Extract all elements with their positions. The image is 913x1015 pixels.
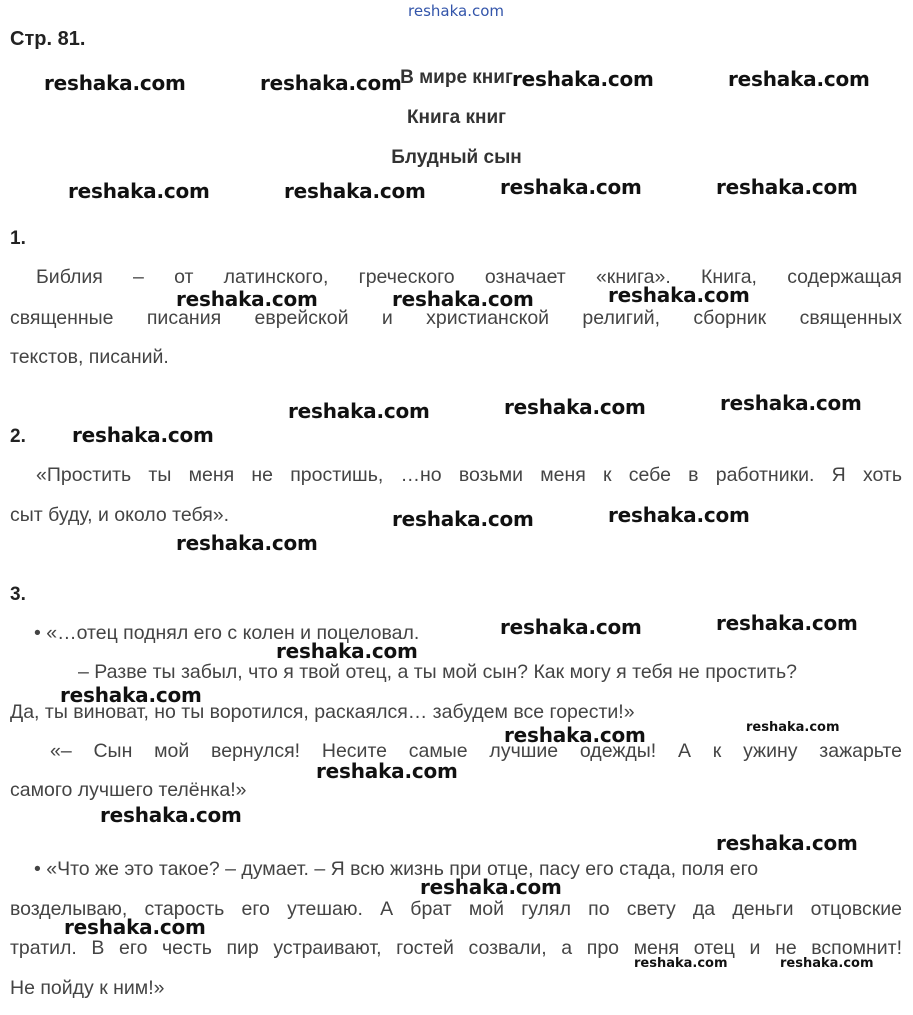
task3-bullet1-line-4: «– Сын мой вернулся! Несите самые лучшие одежды! А к ужину зажарьте bbox=[50, 740, 902, 762]
watermark-small: reshaka.com bbox=[780, 956, 874, 971]
task3-bullet2-line-2: возделываю, старость его утешаю. А брат мой гулял по свету да деньги отцовские bbox=[10, 898, 902, 920]
watermark: reshaka.com bbox=[716, 831, 858, 855]
task3-bullet2-line-1: • «Что же это такое? – думает. – Я всю жизнь при отце, пасу его стада, поля его bbox=[34, 858, 759, 880]
task3-bullet2-line-3: тратил. В его честь пир устраивают, гостей созвали, а про меня отец и не вспомнит! bbox=[10, 937, 902, 959]
watermark-small: reshaka.com bbox=[746, 720, 840, 735]
watermark: reshaka.com bbox=[284, 179, 426, 203]
story-heading: Блудный сын bbox=[391, 147, 522, 168]
watermark-small: reshaka.com bbox=[634, 956, 728, 971]
watermark: reshaka.com bbox=[504, 395, 646, 419]
watermark: reshaka.com bbox=[68, 179, 210, 203]
task-number-2: 2. bbox=[10, 426, 26, 447]
task2-line-1: «Простить ты меня не простишь, …но возьми меня к себе в работники. Я хоть bbox=[36, 464, 902, 486]
watermark: reshaka.com bbox=[608, 283, 750, 307]
watermark: reshaka.com bbox=[500, 175, 642, 199]
task3-bullet1-line-2: – Разве ты забыл, что я твой отец, а ты мой сын? Как могу я тебя не простить? bbox=[78, 661, 797, 683]
task1-line-2: священные писания еврейской и христианской религий, сборник священных bbox=[10, 307, 902, 329]
task-number-3: 3. bbox=[10, 584, 26, 605]
watermark: reshaka.com bbox=[176, 287, 318, 311]
task1-line-3: текстов, писаний. bbox=[10, 346, 169, 368]
task1-line-1: Библия – от латинского, греческого означает «книга». Книга, содержащая bbox=[36, 266, 902, 288]
watermark: reshaka.com bbox=[176, 531, 318, 555]
watermark: reshaka.com bbox=[716, 611, 858, 635]
watermark: reshaka.com bbox=[72, 423, 214, 447]
watermark: reshaka.com bbox=[44, 71, 186, 95]
watermark: reshaka.com bbox=[504, 723, 646, 747]
watermark: reshaka.com bbox=[392, 287, 534, 311]
task3-bullet2-line-4: Не пойду к ним!» bbox=[10, 977, 165, 999]
task3-bullet1-line-1: • «…отец поднял его с колен и поцеловал. bbox=[34, 622, 420, 644]
watermark: reshaka.com bbox=[420, 875, 562, 899]
watermark: reshaka.com bbox=[500, 615, 642, 639]
watermark: reshaka.com bbox=[60, 683, 202, 707]
watermark: reshaka.com bbox=[100, 803, 242, 827]
watermark: reshaka.com bbox=[608, 503, 750, 527]
watermark: reshaka.com bbox=[716, 175, 858, 199]
site-watermark-top: reshaka.com bbox=[408, 2, 504, 20]
subsection-heading: Книга книг bbox=[406, 107, 507, 128]
page-reference: Стр. 81. bbox=[10, 28, 86, 50]
watermark: reshaka.com bbox=[316, 759, 458, 783]
task3-bullet1-line-3: Да, ты виноват, но ты воротился, раскаялся… забудем все горести!» bbox=[10, 701, 635, 723]
task2-line-2: сыт буду, и около тебя». bbox=[10, 504, 230, 526]
watermark: reshaka.com bbox=[64, 915, 206, 939]
task3-bullet1-line-5: самого лучшего телёнка!» bbox=[10, 779, 247, 801]
watermark: reshaka.com bbox=[512, 67, 654, 91]
watermark: reshaka.com bbox=[288, 399, 430, 423]
watermark: reshaka.com bbox=[260, 71, 402, 95]
watermark: reshaka.com bbox=[276, 639, 418, 663]
section-heading: В мире книг bbox=[400, 67, 513, 88]
watermark: reshaka.com bbox=[728, 67, 870, 91]
task-number-1: 1. bbox=[10, 228, 26, 249]
watermark: reshaka.com bbox=[392, 507, 534, 531]
watermark: reshaka.com bbox=[720, 391, 862, 415]
